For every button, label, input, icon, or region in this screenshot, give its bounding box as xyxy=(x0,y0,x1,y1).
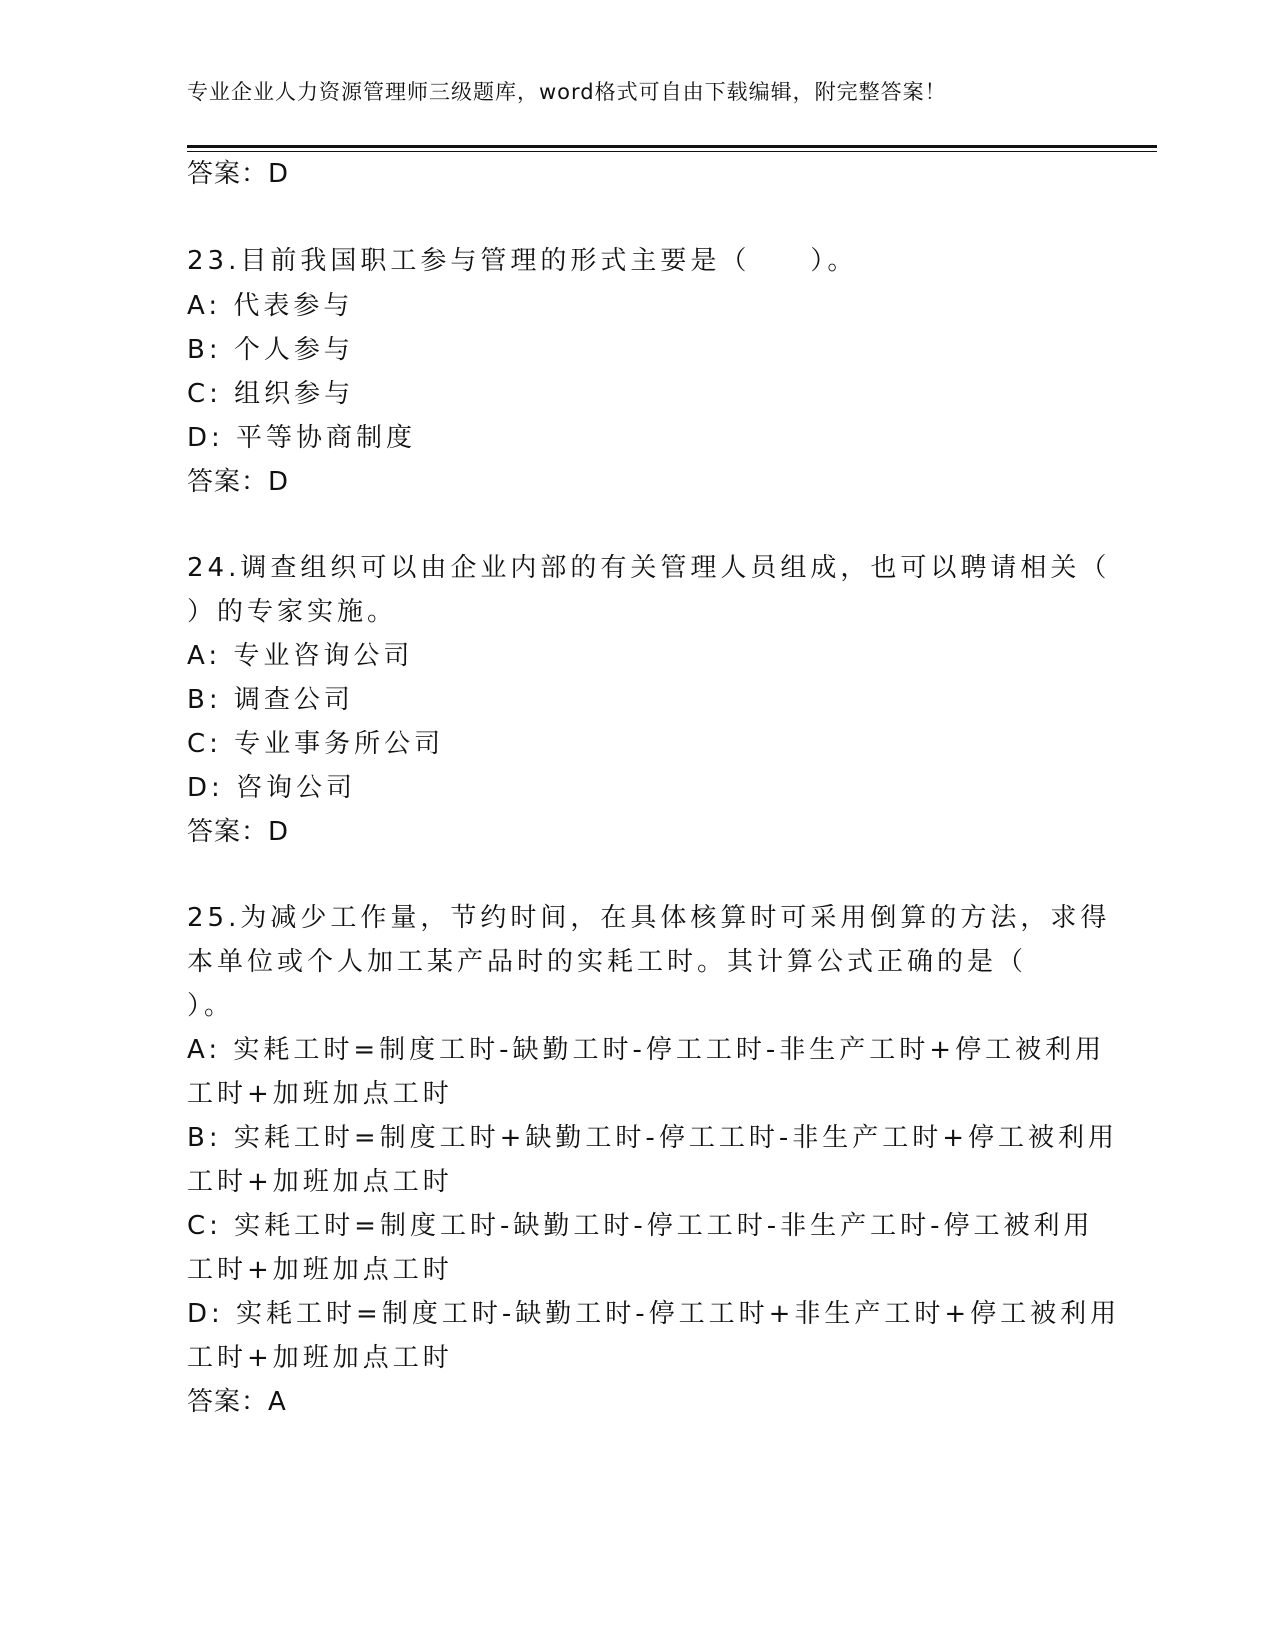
prev-answer: 答案：D xyxy=(187,159,290,189)
question-25-option-b-line-1: B: 实耗工时=制度工时+缺勤工时-停工工时-非生产工时+停工被利用 xyxy=(187,1123,1118,1153)
page-header: 专业企业人力资源管理师三级题库，word格式可自由下载编辑，附完整答案！ xyxy=(187,80,947,104)
question-25-option-c-line-1: C: 实耗工时=制度工时-缺勤工时-停工工时-非生产工时-停工被利用 xyxy=(187,1211,1094,1241)
question-23-answer: 答案：D xyxy=(187,467,290,497)
question-24-answer: 答案：D xyxy=(187,817,290,847)
question-25-option-d-line-2: 工时+加班加点工时 xyxy=(187,1343,453,1373)
question-24-option-b: B: 调查公司 xyxy=(187,685,354,715)
question-23-option-a: A: 代表参与 xyxy=(187,291,354,321)
question-24-option-c: C: 专业事务所公司 xyxy=(187,729,445,759)
question-25-option-a-line-1: A: 实耗工时=制度工时-缺勤工时-停工工时-非生产工时+停工被利用 xyxy=(187,1035,1106,1065)
question-25-stem-line-2: 本单位或个人加工某产品时的实耗工时。其计算公式正确的是（ xyxy=(187,947,1028,977)
question-25-answer: 答案：A xyxy=(187,1387,287,1417)
question-25-stem-line-1: 25.为减少工作量，节约时间，在具体核算时可采用倒算的方法，求得 xyxy=(187,903,1111,933)
question-24-option-d: D: 咨询公司 xyxy=(187,773,357,803)
question-23-option-d: D: 平等协商制度 xyxy=(187,423,417,453)
question-23-option-c: C: 组织参与 xyxy=(187,379,355,409)
question-24-stem-line-1: 24.调查组织可以由企业内部的有关管理人员组成，也可以聘请相关（ xyxy=(187,553,1111,583)
header-rule-thick xyxy=(187,145,1157,148)
question-25-option-d-line-1: D: 实耗工时=制度工时-缺勤工时-停工工时+非生产工时+停工被利用 xyxy=(187,1299,1121,1329)
header-rule-thin xyxy=(187,151,1157,152)
question-24-option-a: A: 专业咨询公司 xyxy=(187,641,414,671)
question-25-option-a-line-2: 工时+加班加点工时 xyxy=(187,1079,453,1109)
question-25-stem-line-3: ）。 xyxy=(187,991,235,1021)
question-23-stem: 23.目前我国职工参与管理的形式主要是（ ）。 xyxy=(187,246,858,276)
question-25-option-c-line-2: 工时+加班加点工时 xyxy=(187,1255,453,1285)
question-23-option-b: B: 个人参与 xyxy=(187,335,354,365)
question-24-stem-line-2: ）的专家实施。 xyxy=(187,597,398,627)
question-25-option-b-line-2: 工时+加班加点工时 xyxy=(187,1167,453,1197)
